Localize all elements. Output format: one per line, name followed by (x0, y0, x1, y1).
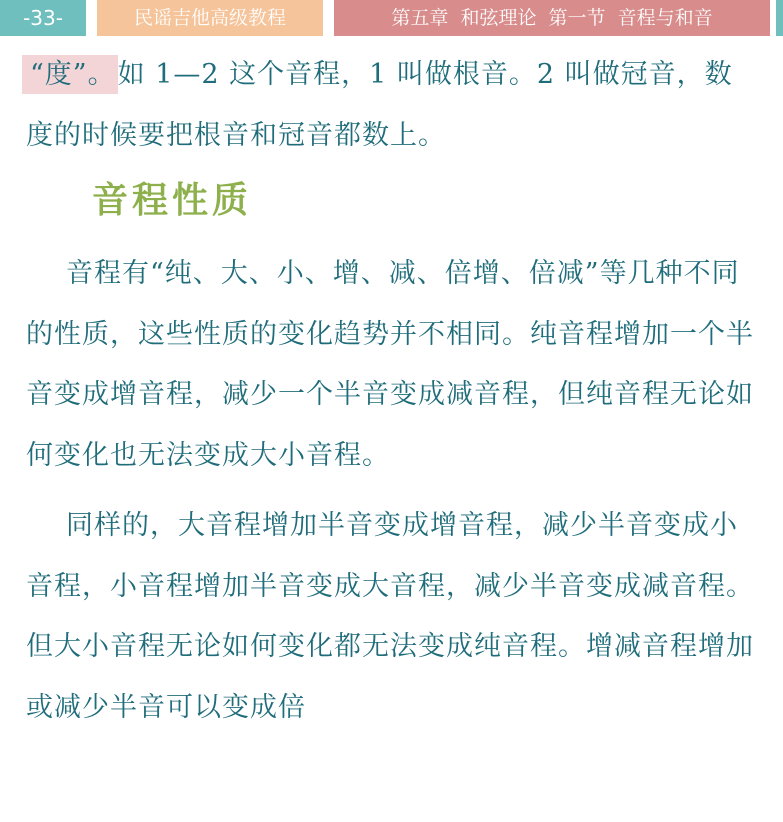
paragraph-interval-qualities: 音程有“纯、大、小、增、减、倍增、倍减”等几种不同的性质，这些性质的变化趋势并不相同。纯音程增加一个半音变成增音程，减少一个半音变成减音程，但纯音程无论如何变化也无法变成大小音程。 (26, 258, 754, 471)
intro-text: 如 1—2 这个音程，1 叫做根音。2 叫做冠音，数度的时候要把根音和冠音都数上。 (26, 59, 733, 151)
page-body (26, 45, 756, 738)
header-edge-tab (776, 0, 783, 36)
book-title: 民谣吉他高级教程 (97, 0, 323, 36)
intro-paragraph (26, 45, 756, 166)
paragraph-major-minor: 同样的，大音程增加半音变成增音程，减少半音变成小音程，小音程增加半音变成大音程，减少半音变成减音程。但大小音程无论如何变化都无法变成纯音程。增减音程增加或减少半音可以变成倍 (26, 510, 754, 723)
highlighted-term: “度”。 (22, 55, 118, 94)
page-header (0, 0, 783, 36)
section-heading: 音程性质 (92, 180, 253, 221)
page-number: -33- (0, 0, 86, 36)
chapter-title: 第五章 和弦理论 第一节 音程与和音 (334, 0, 770, 36)
